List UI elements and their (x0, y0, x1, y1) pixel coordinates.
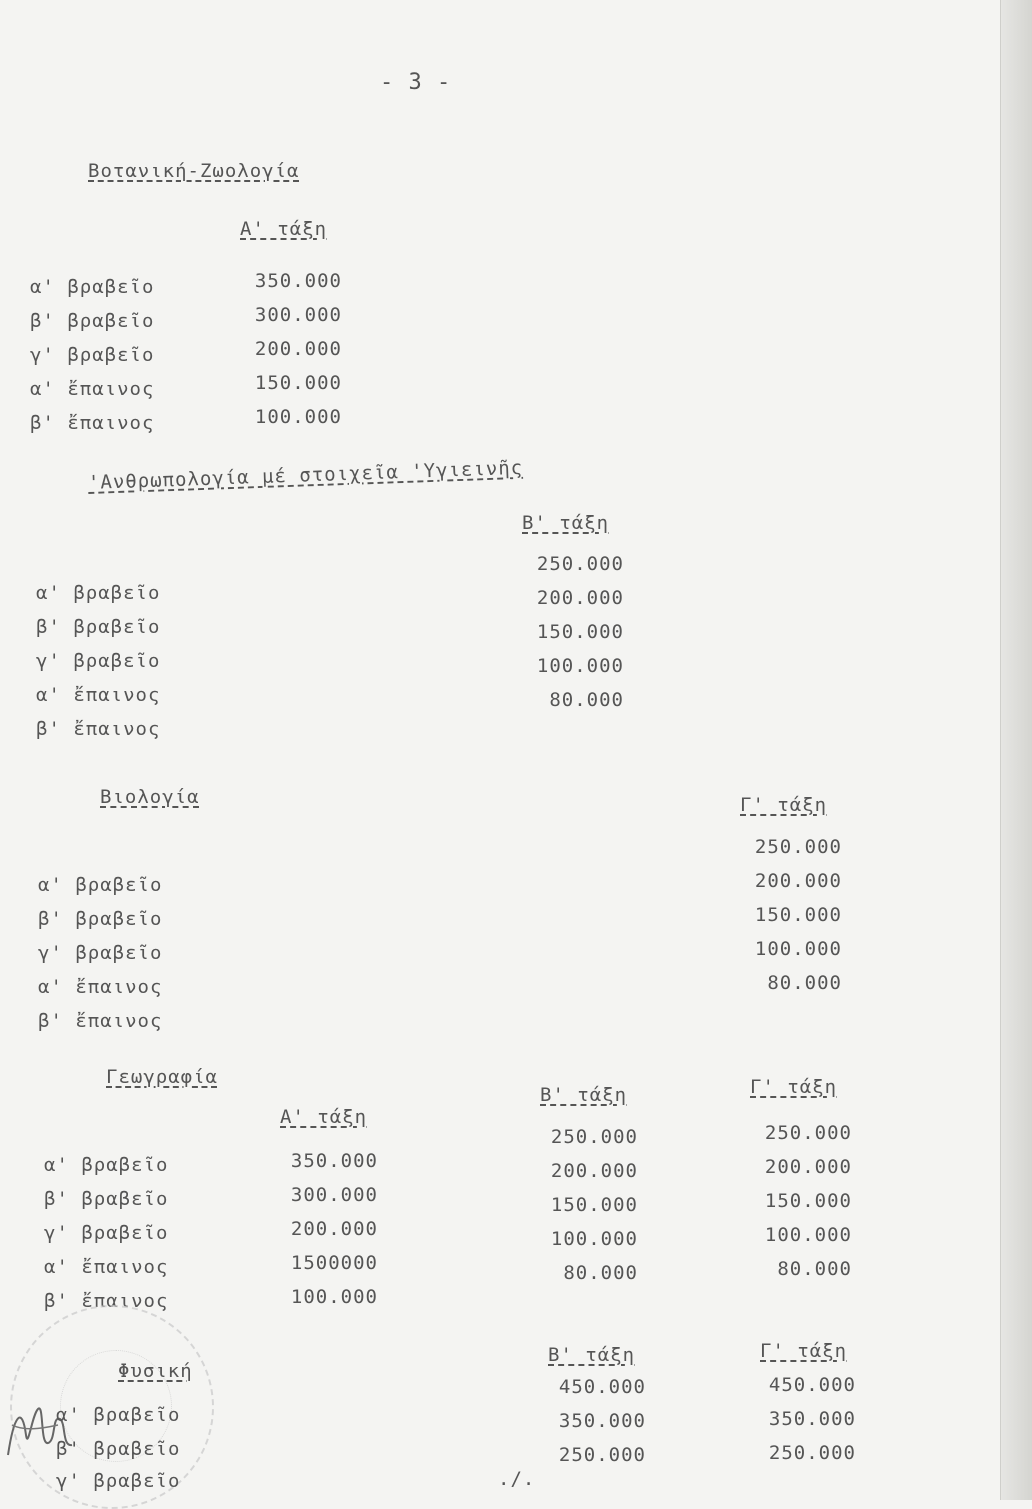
value-cell: 450.000 (768, 1374, 856, 1396)
label-b-praise: β' ἔπαινος (30, 412, 155, 434)
label-a-prize: α' βραβεῖο (30, 276, 155, 298)
value-cell: 450.000 (558, 1376, 646, 1398)
value-cell: 350.000 (558, 1410, 646, 1432)
label-c-prize: γ' βραβεῖο (56, 1470, 181, 1492)
label-c-prize: γ' βραβεῖο (30, 344, 155, 366)
label-a-praise: α' ἔπαινος (44, 1256, 169, 1278)
section-title-geography: Γεωγραφία (106, 1066, 218, 1088)
label-b-prize: β' βραβεῖο (36, 616, 161, 638)
value-cell: 300.000 (254, 304, 342, 326)
label-b-praise: β' ἔπαινος (36, 718, 161, 740)
label-a-prize: α' βραβεῖο (38, 874, 163, 896)
continuation-mark: ./. (498, 1468, 536, 1490)
value-cell: 150.000 (754, 904, 842, 926)
value-cell: 100.000 (754, 938, 842, 960)
value-cell: 200.000 (764, 1156, 852, 1178)
value-cell: 250.000 (754, 836, 842, 858)
value-cell: 350.000 (290, 1150, 378, 1172)
value-cell: 200.000 (290, 1218, 378, 1240)
grade-header-a: Α' τάξη (280, 1106, 368, 1128)
value-cell: 100.000 (550, 1228, 638, 1250)
label-a-praise: α' ἔπαινος (38, 976, 163, 998)
page-edge (1000, 0, 1032, 1500)
value-cell: 100.000 (290, 1286, 378, 1308)
label-a-prize: α' βραβεῖο (56, 1404, 181, 1426)
label-b-praise: β' ἔπαινος (44, 1290, 169, 1312)
label-a-prize: α' βραβεῖο (44, 1154, 169, 1176)
value-cell: 350.000 (768, 1408, 856, 1430)
label-b-prize: β' βραβεῖο (44, 1188, 169, 1210)
value-cell: 250.000 (550, 1126, 638, 1148)
value-cell: 250.000 (558, 1444, 646, 1466)
grade-header-c: Γ' τάξη (740, 794, 828, 816)
value-cell: 80.000 (777, 1258, 852, 1280)
value-cell: 100.000 (536, 655, 624, 677)
section-title-anthropology: 'Ανθρωπολογία μέ στοιχεῖα 'Υγιεινῆς (87, 456, 524, 494)
label-a-prize: α' βραβεῖο (36, 582, 161, 604)
label-c-prize: γ' βραβεῖο (44, 1222, 169, 1244)
label-b-prize: β' βραβεῖο (38, 908, 163, 930)
value-cell: 250.000 (536, 553, 624, 575)
value-cell: 200.000 (754, 870, 842, 892)
value-cell: 250.000 (764, 1122, 852, 1144)
grade-header-b: Β' τάξη (522, 512, 610, 534)
value-cell: 1500000 (290, 1252, 378, 1274)
grade-header-b: Β' τάξη (540, 1084, 628, 1106)
value-cell: 100.000 (254, 406, 342, 428)
value-cell: 80.000 (549, 689, 624, 711)
value-cell: 150.000 (254, 372, 342, 394)
grade-header-a: Α' τάξη (240, 218, 328, 240)
signature (0, 1385, 120, 1475)
page-number: - 3 - (380, 70, 452, 95)
label-b-prize: β' βραβεῖο (30, 310, 155, 332)
label-a-praise: α' ἔπαινος (36, 684, 161, 706)
grade-header-c: Γ' τάξη (760, 1340, 848, 1362)
value-cell: 250.000 (768, 1442, 856, 1464)
grade-header-c: Γ' τάξη (750, 1076, 838, 1098)
label-a-praise: α' ἔπαινος (30, 378, 155, 400)
value-cell: 200.000 (254, 338, 342, 360)
value-cell: 150.000 (536, 621, 624, 643)
value-cell: 100.000 (764, 1224, 852, 1246)
value-cell: 150.000 (550, 1194, 638, 1216)
label-c-prize: γ' βραβεῖο (38, 942, 163, 964)
value-cell: 350.000 (254, 270, 342, 292)
section-title-physics: Φυσική (118, 1360, 193, 1382)
value-cell: 300.000 (290, 1184, 378, 1206)
value-cell: 150.000 (764, 1190, 852, 1212)
value-cell: 200.000 (536, 587, 624, 609)
section-title-botany: Βοτανική-Ζωολογία (88, 160, 300, 182)
grade-header-b: Β' τάξη (548, 1344, 636, 1366)
value-cell: 80.000 (767, 972, 842, 994)
label-c-prize: γ' βραβεῖο (36, 650, 161, 672)
label-b-praise: β' ἔπαινος (38, 1010, 163, 1032)
value-cell: 80.000 (563, 1262, 638, 1284)
value-cell: 200.000 (550, 1160, 638, 1182)
section-title-biology: Βιολογία (100, 786, 200, 808)
label-b-prize: β' βραβεῖο (56, 1438, 181, 1460)
